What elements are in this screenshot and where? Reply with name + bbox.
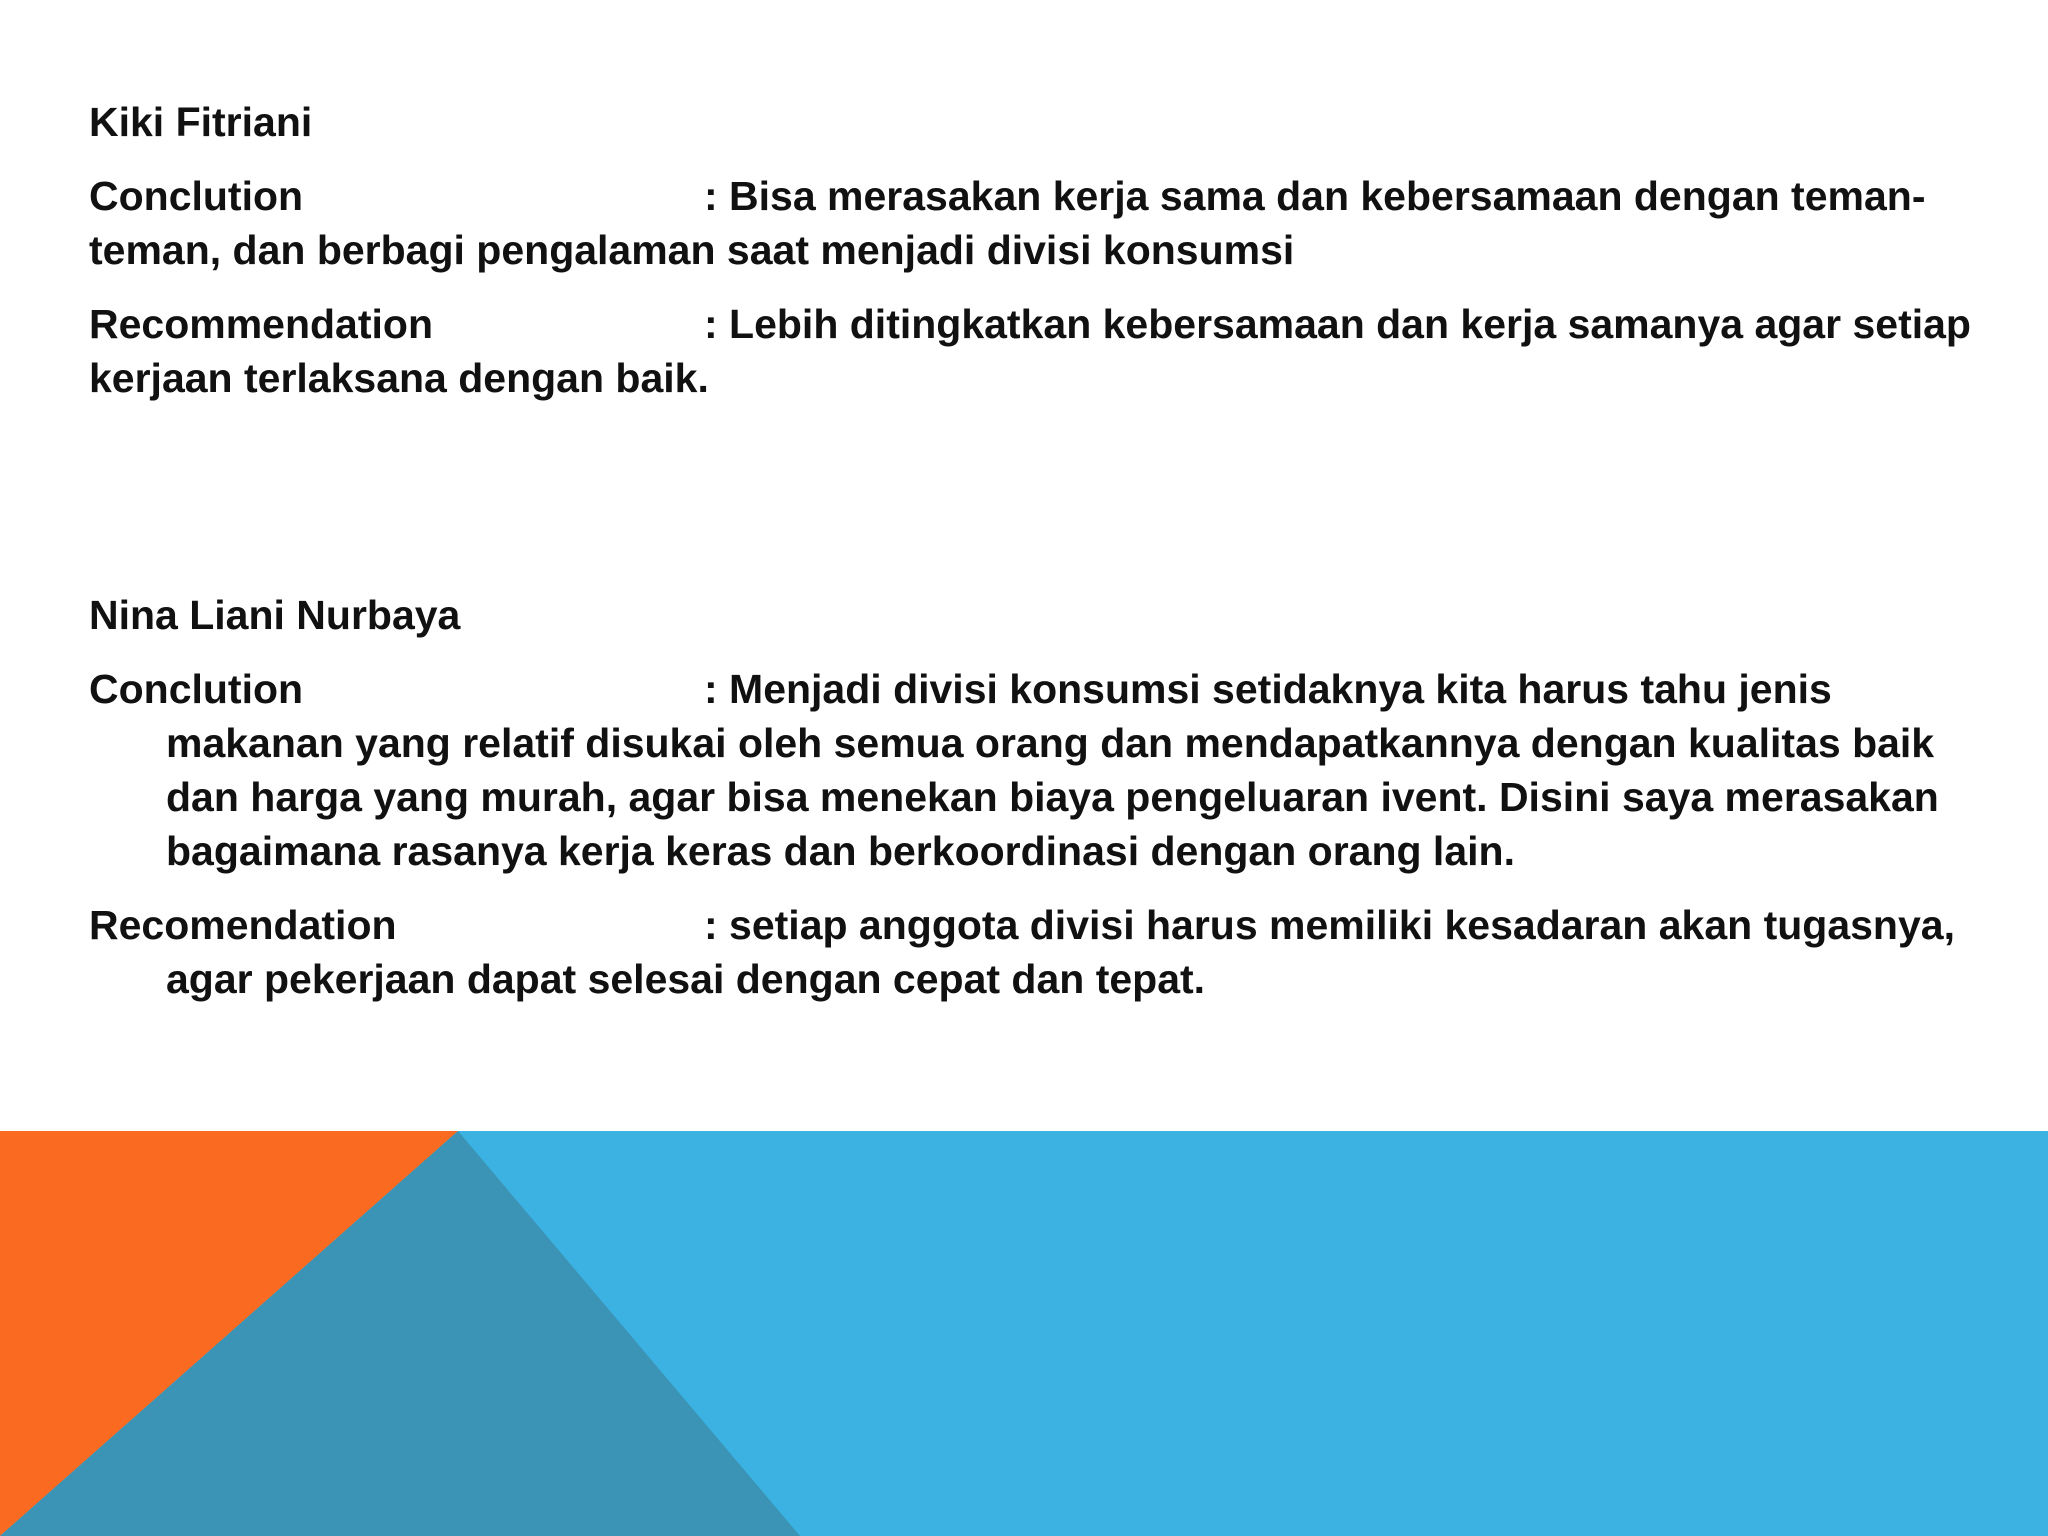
- person-name: Nina Liani Nurbaya: [89, 592, 461, 638]
- recommendation-text: : setiap anggota divisi harus memiliki kesadaran akan tugasnya, agar pekerjaan dapat selesai dengan cepat dan tepat.: [166, 902, 1955, 1002]
- slide-content: [89, 95, 1989, 1026]
- conclusion-label: Conclution: [89, 666, 304, 712]
- recommendation-block: [89, 297, 1989, 405]
- conclusion-text: : Menjadi divisi konsumsi setidaknya kita harus tahu jenis makanan yang relatif disukai oleh semua orang dan mendapatkannya dengan kualitas baik dan harga yang murah, agar bisa menekan biaya pengeluaran ivent. Disini saya merasakan bagaimana rasanya kerja keras dan berkoordinasi dengan orang lain.: [166, 666, 1939, 874]
- spacer: [89, 425, 1989, 588]
- conclusion-label: Conclution: [89, 173, 304, 219]
- conclusion-text: : Bisa merasakan kerja sama dan kebersamaan dengan teman-teman, dan berbagi pengalaman saat menjadi divisi konsumsi: [89, 173, 1926, 273]
- recommendation-block: [89, 898, 1989, 1006]
- recommendation-text: : Lebih ditingkatkan kebersamaan dan kerja samanya agar setiap kerjaan terlaksana dengan baik.: [89, 301, 1971, 401]
- conclusion-block: [89, 169, 1989, 277]
- person-kiki: [89, 95, 1989, 405]
- decorative-bottom-band: [0, 1131, 2048, 1536]
- person-nina: [89, 588, 1989, 1006]
- recommendation-label: Recomendation: [89, 902, 397, 948]
- conclusion-block: [89, 662, 1989, 878]
- person-name: Kiki Fitriani: [89, 99, 313, 145]
- recommendation-label: Recommendation: [89, 301, 433, 347]
